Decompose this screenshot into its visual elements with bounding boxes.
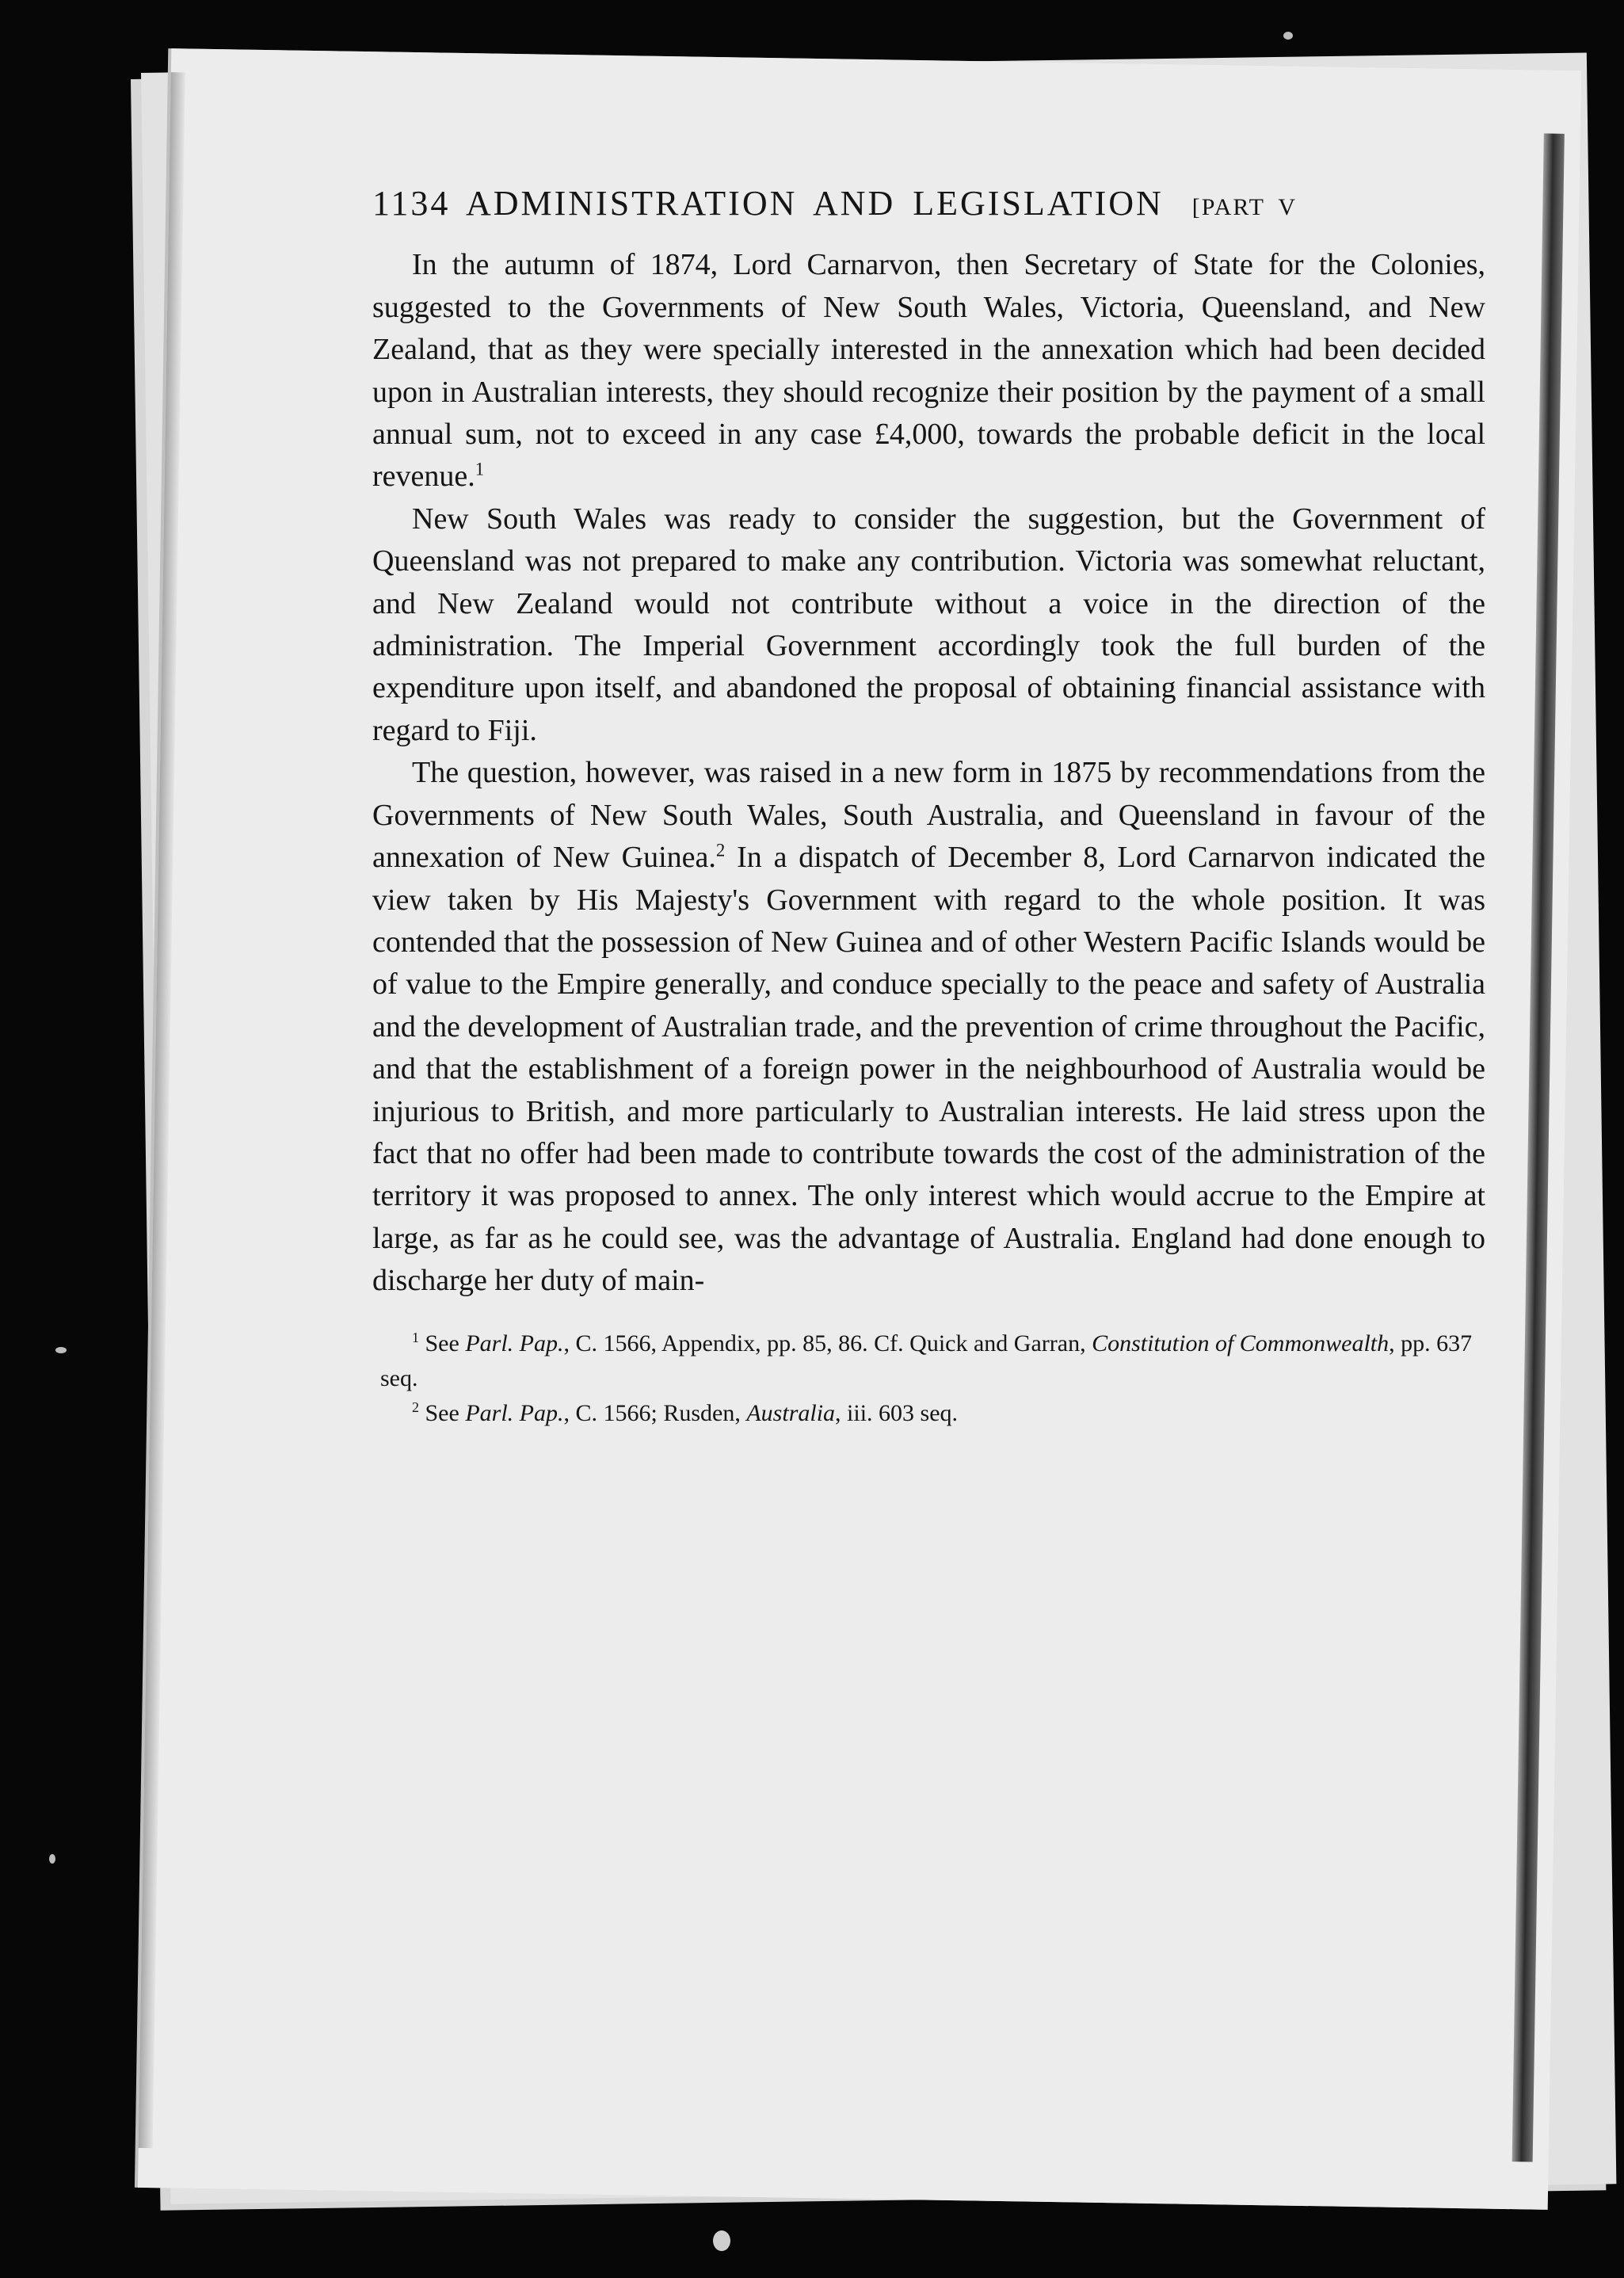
footnote-marker: 1 [412,1329,419,1345]
footnote-marker: 2 [412,1398,419,1415]
running-title: ADMINISTRATION AND LEGISLATION [465,184,1164,223]
footnotes [372,1326,1485,1431]
paragraph-text: In a dispatch of December 8, Lord Carnarvon indicated the view taken by His Majesty's Government with regard to the whole position. It was contended that the possession of New Guinea and of other Western Pacific Islands would be of value to the Empire generally, and conduce specially to the peace and safety of Australia and the development of Australian trade, and the prevention of crime throughout the Pacific, and that the establishment of a foreign power in the neighbourhood of Australia would be injurious to British, and more particularly to Australian interests. He laid stress upon the fact that no offer had been made to contribute towards the cost of the administration of the territory it was proposed to annex. The only interest which would accrue to the Empire at large, as far as he could see, was the advantage of Australia. England had done enough to discharge her duty of main- [372,841,1485,1298]
footnote-source: Parl. Pap. [465,1330,564,1356]
paragraph-text: The question, however, was raised in a new form in 1875 by recommendations from the Governments of New South Wales, South Australia, and Queensland in favour of the annexation of New Guinea. [372,756,1485,875]
footnote [380,1326,1485,1396]
footnote-text: , pp. 637 seq. [380,1330,1473,1391]
page-text [372,182,1485,1431]
page-number: 1134 [372,184,451,223]
footnote-see: See [425,1399,459,1426]
scan-speck [49,1854,55,1864]
footnote-text: , C. 1566; Rusden, [563,1399,741,1426]
footnote-ref: 1 [475,459,485,479]
footnote-title: Australia [746,1399,836,1426]
scan-speck [713,2230,730,2251]
running-head [372,182,1485,228]
paragraph: New South Wales was ready to consider the suggestion, but the Government of Queensland was not prepared to make any contribution. Victoria was somewhat reluctant, and New Zealand would not contribute without a voice in the direction of the administration. The Imperial Government accordingly took the full burden of the expenditure upon itself, and abandoned the proposal of obtaining financial assistance with regard to Fiji. [372,502,1485,747]
footnote-source: Parl. Pap. [465,1399,564,1426]
scan-speck [55,1347,67,1353]
footnote-text: , iii. 603 seq. [835,1399,959,1426]
paragraph [372,752,1485,1302]
scan-speck [1283,32,1293,40]
part-label: [PART V [1191,194,1297,220]
footnote-see: See [425,1330,459,1356]
footnote-text: , C. 1566, Appendix, pp. 85, 86. Cf. Quick and Garran, [563,1330,1086,1356]
footnote-ref: 2 [715,840,726,860]
footnote-title: Constitution of Commonwealth [1092,1330,1390,1356]
footnote [380,1396,1485,1431]
paragraph [372,244,1485,498]
paragraph-text: In the autumn of 1874, Lord Carnarvon, then Secretary of State for the Colonies, suggested to the Governments of New South Wales, Victoria, Queensland, and New Zealand, that as they were specially interested in the annexation which had been decided upon in Australian interests, they should recognize their position by the payment of a small annual sum, not to exceed in any case £4,000, towards the probable deficit in the local revenue. [372,248,1485,494]
